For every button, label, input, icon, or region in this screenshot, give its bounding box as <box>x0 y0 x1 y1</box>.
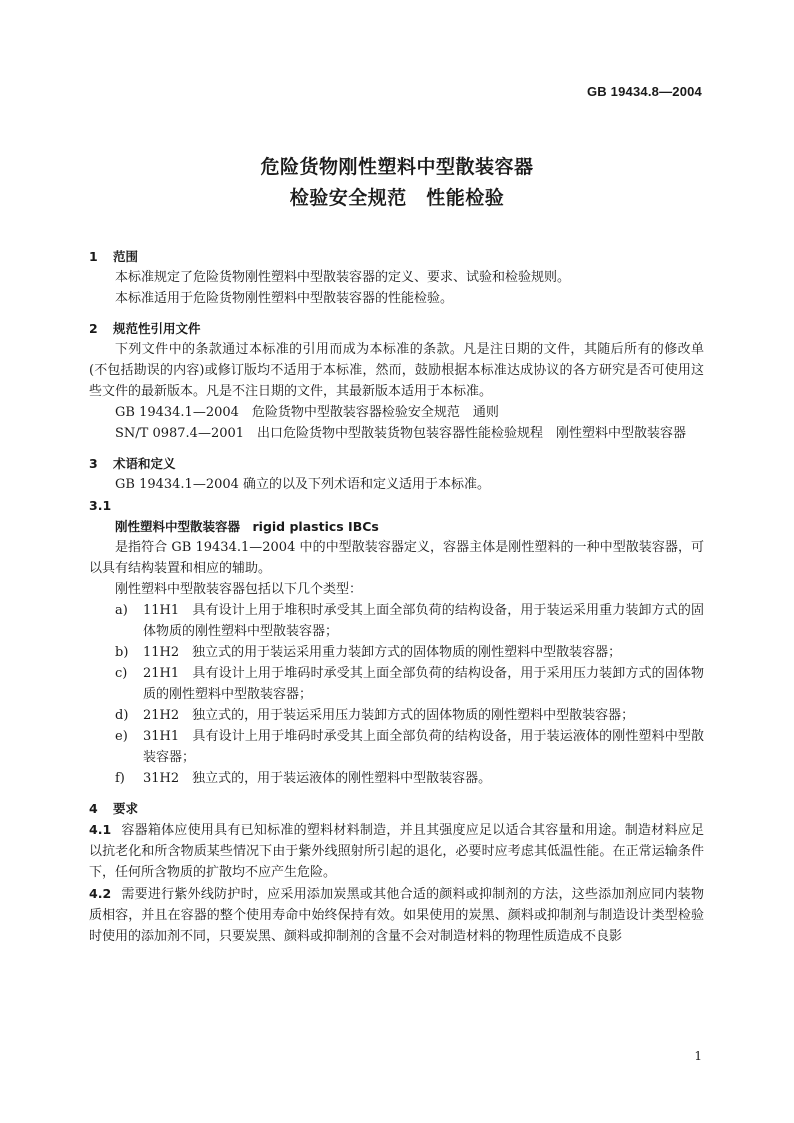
section-1 <box>89 246 704 309</box>
paragraph: 本标准规定了危险货物刚性塑料中型散装容器的定义、要求、试验和检验规则。 <box>115 270 571 285</box>
normative-reference: SN/T 0987.4—2001 出口危险货物中型散装货物包装容器性能检验规程 刚性塑料中型散装容器 <box>115 426 687 441</box>
paragraph: 下列文件中的条款通过本标准的引用而成为本标准的条款。凡是注日期的文件，其随后所有的修改单(不包括勘误的内容)或修订版均不适用于本标准，然而，鼓励根据本标准达成协议的各方研究是否可使用这些文件的最新版本。凡是不注日期的文件，其最新版本适用于本标准。 <box>89 342 704 399</box>
document-body <box>89 246 704 956</box>
title-line-1: 危险货物刚性塑料中型散装容器 <box>260 156 534 178</box>
section-3 <box>89 453 704 789</box>
paragraph: GB 19434.1—2004 确立的以及下列术语和定义适用于本标准。 <box>115 477 491 492</box>
section-heading: 4 要求 <box>89 801 139 816</box>
normative-reference: GB 19434.1—2004 危险货物中型散装容器检验安全规范 通则 <box>115 405 499 420</box>
list-item: a) 11H1 具有设计上用于堆积时承受其上面全部负荷的结构设备，用于装运采用重力装卸方式的固体物质的刚性塑料中型散装容器； <box>115 603 704 639</box>
list-item: d) 21H2 独立式的，用于装运采用压力装卸方式的固体物质的刚性塑料中型散装容器； <box>115 708 635 723</box>
title-line-2: 检验安全规范 性能检验 <box>289 187 505 209</box>
page-number: 1 <box>694 1049 702 1063</box>
list-item: b) 11H2 独立式的用于装运采用重力装卸方式的固体物质的刚性塑料中型散装容器； <box>115 645 622 660</box>
paragraph: 刚性塑料中型散装容器包括以下几个类型： <box>115 582 363 597</box>
clause-4-1: 4.1 容器箱体应使用具有已知标准的塑料材料制造，并且其强度应足以适合其容量和用途。制造材料应足以抗老化和所含物质某些情况下由于紫外线照射所引起的退化，必要时应考虑其低温性能。在正常运输条件下，任何所含物质的扩散均不应产生危险。 <box>89 822 704 880</box>
section-heading: 2 规范性引用文件 <box>89 321 201 336</box>
section-2 <box>89 318 704 444</box>
clause-4-2: 4.2 需要进行紫外线防护时，应采用添加炭黑或其他合适的颜料或抑制剂的方法，这些添加剂应同内装物质相容，并且在容器的整个使用寿命中始终保持有效。如果使用的炭黑、颜料或抑制剂与制造设计类型检验时使用的添加剂不同，只要炭黑、颜料或抑制剂的含量不会对制造材料的物理性质造成不良影 <box>89 886 704 944</box>
term-entry: 刚性塑料中型散装容器 rigid plastics IBCs <box>115 519 379 534</box>
subclause-number: 3.1 <box>89 498 112 513</box>
section-heading: 3 术语和定义 <box>89 456 176 471</box>
standard-code: GB 19434.8—2004 <box>586 84 702 99</box>
document-title <box>0 152 794 214</box>
list-item: f) 31H2 独立式的，用于装运液体的刚性塑料中型散装容器。 <box>115 771 492 786</box>
section-4 <box>89 798 704 947</box>
list-item: e) 31H1 具有设计上用于堆码时承受其上面全部负荷的结构设备，用于装运液体的刚性塑料中型散装容器； <box>115 729 704 765</box>
section-heading: 1 范围 <box>89 249 139 264</box>
term-definition: 是指符合 GB 19434.1—2004 中的中型散装容器定义，容器主体是刚性塑料的一种中型散装容器，可以具有结构装置和相应的辅助。 <box>89 540 704 576</box>
paragraph: 本标准适用于危险货物刚性塑料中型散装容器的性能检验。 <box>115 291 454 306</box>
list-item: c) 21H1 具有设计上用于堆码时承受其上面全部负荷的结构设备，用于采用压力装卸方式的固体物质的刚性塑料中型散装容器； <box>115 666 704 702</box>
